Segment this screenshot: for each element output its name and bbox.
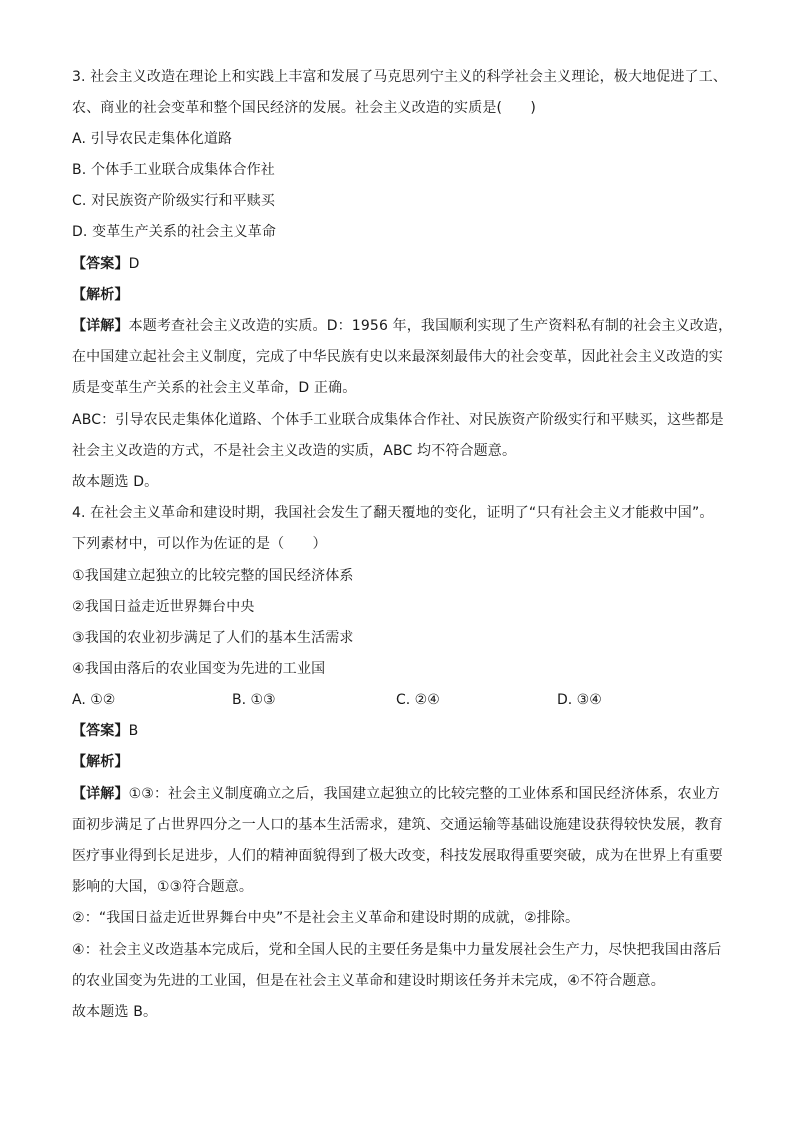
q4-option-d: D. ③④	[557, 692, 602, 708]
q3-answer	[72, 254, 140, 274]
q3-conclusion: 故本题选 D。	[72, 474, 159, 490]
q4-item-4-analysis-line-1: ④：社会主义改造基本完成后，党和全国人民的主要任务是集中力量发展社会生产力，尽快把我国由落后	[72, 942, 722, 958]
q3-detail-line-3: 质是变革生产关系的社会主义革命，D 正确。	[72, 380, 357, 396]
answer-value: B	[128, 723, 139, 739]
q3-analysis-heading	[72, 285, 129, 305]
q3-abc-line-2: 社会主义改造的方式，不是社会主义改造的实质，ABC 均不符合题意。	[72, 443, 517, 459]
answer-tag: 【答案】	[72, 723, 129, 739]
q4-item-2: ②我国日益走近世界舞台中央	[72, 599, 255, 615]
q4-detail-line-1	[72, 784, 720, 804]
q3-stem-line-1: 3. 社会主义改造在理论上和实践上丰富和发展了马克思列宁主义的科学社会主义理论，极大地促进了工、	[72, 69, 728, 85]
detail-tag: 【详解】	[72, 318, 129, 334]
q3-option-b: B. 个体手工业联合成集体合作社	[72, 162, 275, 178]
q4-detail-line-3: 医疗事业得到长足进步，人们的精神面貌得到了极大改变，科技发展取得重要突破，成为在世界上有重要	[72, 848, 723, 864]
q4-stem-line-2: 下列素材中，可以作为佐证的是（ ）	[72, 536, 327, 552]
q4-item-4: ④我国由落后的农业国变为先进的工业国	[72, 661, 326, 677]
q4-item-3: ③我国的农业初步满足了人们的基本生活需求	[72, 630, 354, 646]
q4-detail-line-2: 面初步满足了占世界四分之一人口的基本生活需求，建筑、交通运输等基础设施建设获得较快发展，教育	[72, 817, 723, 833]
detail-tag: 【详解】	[72, 786, 129, 802]
q4-item-4-analysis-line-2: 的农业国变为先进的工业国，但是在社会主义革命和建设时期该任务并未完成，④不符合题意。	[72, 973, 665, 989]
q4-option-b: B. ①③	[232, 692, 276, 708]
q3-stem-line-2: 农、商业的社会变革和整个国民经济的发展。社会主义改造的实质是( )	[72, 100, 537, 116]
analysis-tag: 【解析】	[72, 754, 129, 770]
q4-item-1: ①我国建立起独立的比较完整的国民经济体系	[72, 568, 354, 584]
q3-abc-line-1: ABC：引导农民走集体化道路、个体手工业联合成集体合作社、对民族资产阶级实行和平赎买，这些都是	[72, 412, 724, 428]
q4-stem-line-1: 4. 在社会主义革命和建设时期，我国社会发生了翻天覆地的变化，证明了“只有社会主义才能救中国”。	[72, 505, 714, 521]
q3-option-a: A. 引导农民走集体化道路	[72, 131, 233, 147]
q3-option-c: C. 对民族资产阶级实行和平赎买	[72, 193, 276, 209]
q4-option-c: C. ②④	[396, 692, 440, 708]
detail-text: ①③：社会主义制度确立之后，我国建立起独立的比较完整的工业体系和国民经济体系，农业方	[128, 786, 721, 802]
answer-value: D	[128, 256, 140, 272]
detail-text: 本题考查社会主义改造的实质。D：1956 年，我国顺利实现了生产资料私有制的社会主义改造，	[128, 318, 733, 334]
q4-answer	[72, 721, 138, 741]
q3-option-d: D. 变革生产关系的社会主义革命	[72, 224, 277, 240]
q3-detail-line-2: 在中国建立起社会主义制度，完成了中华民族有史以来最深刻最伟大的社会变革，因此社会主义改造的实	[72, 349, 723, 365]
q4-option-a: A. ①②	[72, 692, 116, 708]
q4-conclusion: 故本题选 B。	[72, 1004, 158, 1020]
q3-detail-line-1	[72, 316, 732, 336]
analysis-tag: 【解析】	[72, 287, 129, 303]
q4-analysis-heading	[72, 752, 129, 772]
q4-item-2-analysis: ②：“我国日益走近世界舞台中央”不是社会主义革命和建设时期的成就，②排除。	[72, 910, 580, 926]
answer-tag: 【答案】	[72, 256, 129, 272]
q4-detail-line-4: 影响的大国，①③符合题意。	[72, 879, 254, 895]
